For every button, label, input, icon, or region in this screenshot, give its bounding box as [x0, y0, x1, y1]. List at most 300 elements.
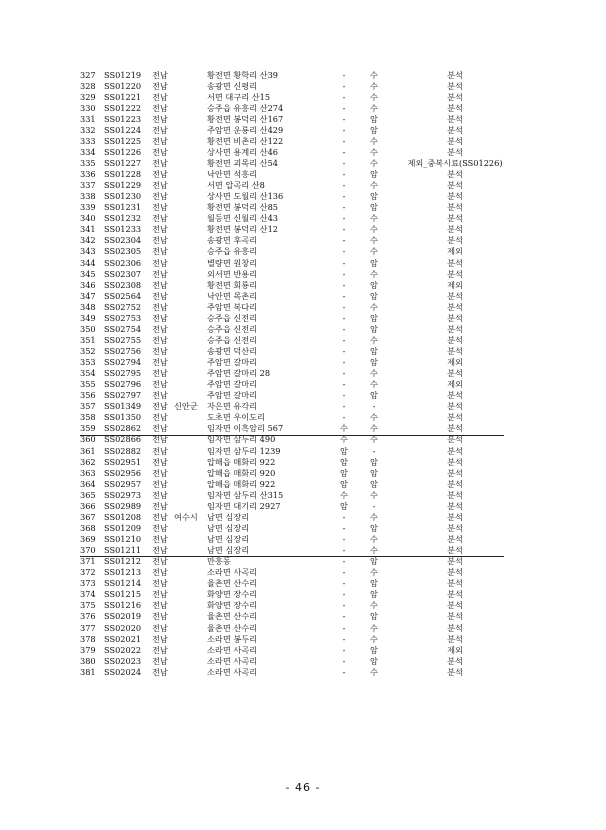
cell-id: SS02866 — [104, 434, 142, 445]
cell-b: 암 — [370, 124, 378, 135]
cell-b: 수 — [370, 246, 378, 257]
cell-c: 분석 — [447, 202, 463, 213]
cell-prov: 전남 — [152, 511, 168, 522]
cell-loc: 서면 대구리 산15 — [207, 91, 271, 102]
table-row — [0, 202, 606, 213]
cell-c: 분석 — [447, 323, 463, 334]
cell-no: 366 — [80, 500, 96, 511]
cell-b: 암 — [370, 357, 378, 368]
cell-c: 분석 — [447, 368, 463, 379]
cell-loc: 주암면 갈마리 — [207, 379, 258, 390]
table-row — [0, 512, 606, 523]
table-row — [0, 114, 606, 125]
cell-c: 분석 — [447, 334, 463, 345]
cell-b: - — [372, 500, 376, 511]
cell-a: - — [342, 235, 346, 246]
cell-a: 암 — [340, 467, 348, 478]
cell-a: - — [342, 102, 346, 113]
cell-c: 제외 — [447, 279, 463, 290]
cell-no: 364 — [80, 478, 96, 489]
cell-no: 339 — [80, 202, 96, 213]
cell-loc: 황전면 봉덕리 산167 — [207, 113, 284, 124]
cell-a: - — [342, 268, 346, 279]
cell-c: 분석 — [447, 301, 463, 312]
cell-prov: 전남 — [152, 334, 168, 345]
cell-prov: 전남 — [152, 135, 168, 146]
cell-prov: 전남 — [152, 113, 168, 124]
cell-no: 368 — [80, 522, 96, 533]
cell-a: - — [342, 180, 346, 191]
cell-loc: 월등면 신월리 산43 — [207, 213, 278, 224]
cell-b: 수 — [370, 412, 378, 423]
cell-c: 분석 — [447, 169, 463, 180]
table-row — [0, 235, 606, 246]
cell-prov: 전남 — [152, 390, 168, 401]
cell-no: 349 — [80, 312, 96, 323]
cell-b: 암 — [370, 644, 378, 655]
cell-a: - — [342, 312, 346, 323]
cell-loc: 남면 심장리 — [207, 511, 250, 522]
cell-loc: 송광면 덕산리 — [207, 346, 258, 356]
cell-id: SS02304 — [104, 235, 142, 246]
cell-prov: 전남 — [152, 69, 168, 80]
cell-c: 분석 — [447, 556, 463, 567]
cell-id: SS01216 — [104, 600, 142, 611]
cell-no: 362 — [80, 456, 96, 467]
cell-no: 346 — [80, 279, 96, 290]
cell-loc: 낙안면 석흥리 — [207, 169, 258, 180]
cell-prov: 전남 — [152, 379, 168, 390]
cell-b: 수 — [370, 434, 378, 445]
cell-loc: 주암면 갈마리 28 — [207, 368, 271, 379]
cell-c: 분석 — [447, 191, 463, 202]
cell-no: 377 — [80, 622, 96, 633]
cell-a: - — [342, 412, 346, 423]
cell-id: SS02862 — [104, 423, 142, 434]
cell-loc: 황전면 회룡리 — [207, 279, 258, 290]
cell-no: 336 — [80, 169, 96, 180]
cell-c: 분석 — [447, 445, 463, 456]
cell-id: SS01208 — [104, 511, 142, 522]
cell-loc: 임자면 삼두리 1239 — [207, 445, 281, 456]
cell-no: 343 — [80, 246, 96, 257]
cell-id: SS02023 — [104, 655, 142, 666]
cell-a: - — [342, 368, 346, 379]
cell-id: SS02756 — [104, 346, 142, 356]
cell-id: SS02795 — [104, 368, 142, 379]
cell-a: - — [342, 290, 346, 301]
cell-c: 분석 — [447, 655, 463, 666]
cell-no: 329 — [80, 91, 96, 102]
cell-c: 분석 — [447, 522, 463, 533]
cell-loc: 주암면 운룡리 산429 — [207, 124, 284, 135]
table-row — [0, 313, 606, 324]
cell-id: SS01221 — [104, 91, 142, 102]
cell-id: SS02306 — [104, 257, 142, 268]
cell-b: 수 — [370, 135, 378, 146]
cell-loc: 낙안면 목촌리 — [207, 290, 258, 301]
cell-c: 분석 — [447, 511, 463, 522]
cell-a: 수 — [340, 434, 348, 445]
cell-no: 363 — [80, 467, 96, 478]
cell-a: - — [342, 146, 346, 157]
cell-loc: 서면 압곡리 산8 — [207, 180, 265, 191]
cell-prov: 전남 — [152, 357, 168, 368]
cell-id: SS02755 — [104, 334, 142, 345]
table-row — [0, 335, 606, 346]
cell-loc: 임자면 대기리 2927 — [207, 500, 281, 511]
cell-c: 분석 — [447, 213, 463, 224]
cell-a: - — [342, 600, 346, 611]
cell-b: 수 — [370, 511, 378, 522]
cell-c: 분석 — [447, 412, 463, 423]
cell-prov: 전남 — [152, 578, 168, 589]
cell-c: 제외_중복시료(SS01226) — [407, 157, 503, 168]
table-row — [0, 92, 606, 103]
cell-no: 374 — [80, 589, 96, 600]
cell-id: SS01219 — [104, 69, 142, 80]
table-row — [0, 556, 606, 567]
cell-b: 암 — [370, 390, 378, 401]
cell-c: 분석 — [447, 69, 463, 80]
cell-loc: 율촌면 산수리 — [207, 578, 258, 589]
cell-loc: 소라면 사곡리 — [207, 644, 258, 655]
table-row — [0, 479, 606, 490]
cell-id: SS01223 — [104, 113, 142, 124]
cell-a: - — [342, 135, 346, 146]
cell-a: - — [342, 622, 346, 633]
table-row — [0, 501, 606, 512]
cell-loc: 소라면 사곡리 — [207, 666, 258, 677]
cell-id: SS01230 — [104, 191, 142, 202]
cell-a: - — [342, 301, 346, 312]
cell-id: SS02753 — [104, 312, 142, 323]
cell-prov: 전남 — [152, 434, 168, 445]
cell-a: - — [342, 644, 346, 655]
cell-prov: 전남 — [152, 600, 168, 611]
cell-id: SS01227 — [104, 157, 142, 168]
cell-b: 암 — [370, 556, 378, 567]
cell-b: 암 — [370, 323, 378, 334]
cell-b: 암 — [370, 202, 378, 213]
cell-b: 수 — [370, 91, 378, 102]
cell-a: - — [342, 545, 346, 556]
cell-loc: 황전면 황학리 산39 — [207, 69, 278, 80]
cell-prov: 전남 — [152, 169, 168, 180]
cell-c: 분석 — [447, 666, 463, 677]
cell-no: 335 — [80, 157, 96, 168]
cell-a: - — [342, 357, 346, 368]
cell-no: 338 — [80, 191, 96, 202]
cell-loc: 주암면 갈마리 — [207, 390, 258, 401]
cell-prov: 전남 — [152, 312, 168, 323]
table-row — [0, 368, 606, 379]
cell-id: SS02796 — [104, 379, 142, 390]
cell-a: - — [342, 346, 346, 356]
cell-id: SS01224 — [104, 124, 142, 135]
cell-b: - — [372, 445, 376, 456]
cell-no: 381 — [80, 666, 96, 677]
cell-no: 354 — [80, 368, 96, 379]
cell-a: - — [342, 91, 346, 102]
cell-c: 분석 — [447, 346, 463, 356]
table-row — [0, 103, 606, 114]
table-row — [0, 457, 606, 468]
table-row — [0, 645, 606, 656]
cell-c: 분석 — [447, 567, 463, 578]
cell-prov: 전남 — [152, 290, 168, 301]
cell-a: - — [342, 246, 346, 257]
cell-a: - — [342, 556, 346, 567]
cell-prov: 전남 — [152, 224, 168, 235]
cell-a: - — [342, 578, 346, 589]
cell-a: - — [342, 124, 346, 135]
cell-b: 수 — [370, 334, 378, 345]
table-row — [0, 578, 606, 589]
cell-a: - — [342, 401, 346, 412]
table-row — [0, 357, 606, 368]
cell-id: SS01211 — [104, 545, 142, 556]
cell-no: 359 — [80, 423, 96, 434]
cell-prov: 전남 — [152, 534, 168, 545]
cell-loc: 황전면 비촌리 산122 — [207, 135, 284, 146]
cell-gun: 신안군 — [174, 401, 198, 412]
cell-prov: 전남 — [152, 567, 168, 578]
table-row — [0, 446, 606, 457]
cell-a: - — [342, 534, 346, 545]
table-row — [0, 390, 606, 401]
cell-prov: 전남 — [152, 489, 168, 500]
table-row — [0, 70, 606, 81]
cell-loc: 승주읍 유흥리 — [207, 246, 258, 257]
cell-b: 수 — [370, 235, 378, 246]
table-row — [0, 324, 606, 335]
cell-b: 암 — [370, 191, 378, 202]
cell-prov: 전남 — [152, 323, 168, 334]
cell-no: 361 — [80, 445, 96, 456]
cell-id: SS01225 — [104, 135, 142, 146]
cell-c: 제외 — [447, 357, 463, 368]
cell-b: 암 — [370, 456, 378, 467]
cell-a: 암 — [340, 500, 348, 511]
cell-c: 분석 — [447, 401, 463, 412]
cell-id: SS01350 — [104, 412, 142, 423]
cell-id: SS01232 — [104, 213, 142, 224]
cell-loc: 황전면 봉덕리 산12 — [207, 224, 278, 235]
cell-c: 분석 — [447, 500, 463, 511]
cell-c: 분석 — [447, 224, 463, 235]
cell-no: 378 — [80, 633, 96, 644]
cell-c: 분석 — [447, 467, 463, 478]
cell-prov: 전남 — [152, 191, 168, 202]
cell-b: 수 — [370, 180, 378, 191]
cell-no: 371 — [80, 556, 96, 567]
cell-b: 수 — [370, 213, 378, 224]
cell-id: SS02564 — [104, 290, 142, 301]
cell-id: SS01220 — [104, 80, 142, 91]
cell-prov: 전남 — [152, 124, 168, 135]
cell-id: SS02951 — [104, 456, 142, 467]
table-row — [0, 269, 606, 280]
page-number: - 46 - — [285, 781, 321, 794]
cell-id: SS02022 — [104, 644, 142, 655]
cell-b: 암 — [370, 655, 378, 666]
cell-no: 340 — [80, 213, 96, 224]
cell-a: - — [342, 655, 346, 666]
cell-c: 분석 — [447, 534, 463, 545]
cell-b: 수 — [370, 157, 378, 168]
cell-loc: 외서면 반용리 — [207, 268, 258, 279]
cell-b: 수 — [370, 379, 378, 390]
cell-a: - — [342, 113, 346, 124]
cell-c: 제외 — [447, 246, 463, 257]
cell-c: 분석 — [447, 589, 463, 600]
table-row — [0, 258, 606, 269]
cell-loc: 승주읍 신전리 — [207, 334, 258, 345]
cell-no: 375 — [80, 600, 96, 611]
cell-loc: 상사면 용계리 산46 — [207, 146, 278, 157]
table-row — [0, 246, 606, 257]
cell-id: SS02794 — [104, 357, 142, 368]
cell-a: - — [342, 202, 346, 213]
table-row — [0, 656, 606, 667]
cell-prov: 전남 — [152, 146, 168, 157]
cell-prov: 전남 — [152, 346, 168, 356]
cell-no: 352 — [80, 346, 96, 356]
cell-id: SS02754 — [104, 323, 142, 334]
cell-b: 수 — [370, 622, 378, 633]
cell-no: 369 — [80, 534, 96, 545]
cell-loc: 만흥동 — [207, 556, 231, 567]
cell-prov: 전남 — [152, 633, 168, 644]
cell-id: SS01228 — [104, 169, 142, 180]
cell-loc: 압해읍 매화리 920 — [207, 467, 276, 478]
cell-b: 수 — [370, 80, 378, 91]
cell-loc: 송광면 신평리 — [207, 80, 258, 91]
cell-id: SS02797 — [104, 390, 142, 401]
cell-no: 345 — [80, 268, 96, 279]
cell-prov: 전남 — [152, 644, 168, 655]
cell-a: - — [342, 191, 346, 202]
table-row — [0, 213, 606, 224]
cell-loc: 압해읍 매화리 922 — [207, 478, 276, 489]
cell-c: 분석 — [447, 235, 463, 246]
cell-b: 수 — [370, 146, 378, 157]
cell-a: 수 — [340, 423, 348, 434]
cell-b: 암 — [370, 312, 378, 323]
cell-a: - — [342, 390, 346, 401]
table-row — [0, 291, 606, 302]
cell-a: - — [342, 334, 346, 345]
cell-c: 분석 — [447, 622, 463, 633]
cell-a: - — [342, 666, 346, 677]
cell-b: 수 — [370, 633, 378, 644]
cell-id: SS02956 — [104, 467, 142, 478]
cell-c: 제외 — [447, 644, 463, 655]
table-row — [0, 302, 606, 313]
cell-loc: 도초면 우이도리 — [207, 412, 265, 423]
cell-a: - — [342, 69, 346, 80]
cell-id: SS01233 — [104, 224, 142, 235]
cell-a: 암 — [340, 445, 348, 456]
cell-a: - — [342, 589, 346, 600]
cell-b: 암 — [370, 522, 378, 533]
cell-a: - — [342, 379, 346, 390]
cell-prov: 전남 — [152, 500, 168, 511]
cell-c: 분석 — [447, 102, 463, 113]
cell-prov: 전남 — [152, 589, 168, 600]
cell-loc: 자은면 유각리 — [207, 401, 258, 412]
cell-a: 암 — [340, 456, 348, 467]
cell-id: SS02020 — [104, 622, 142, 633]
cell-a: - — [342, 323, 346, 334]
table-row — [0, 667, 606, 678]
cell-prov: 전남 — [152, 213, 168, 224]
table-row — [0, 611, 606, 622]
table-row — [0, 169, 606, 180]
cell-c: 분석 — [447, 423, 463, 434]
cell-a: 암 — [340, 478, 348, 489]
cell-c: 분석 — [447, 456, 463, 467]
cell-prov: 전남 — [152, 257, 168, 268]
cell-a: - — [342, 80, 346, 91]
cell-c: 분석 — [447, 257, 463, 268]
cell-loc: 송광면 후곡리 — [207, 235, 258, 246]
cell-c: 분석 — [447, 545, 463, 556]
cell-c: 분석 — [447, 633, 463, 644]
cell-no: 334 — [80, 146, 96, 157]
cell-loc: 소라면 사곡리 — [207, 567, 258, 578]
table-row — [0, 412, 606, 423]
cell-loc: 승주읍 유흥리 산274 — [207, 102, 284, 113]
cell-no: 380 — [80, 655, 96, 666]
cell-prov: 전남 — [152, 246, 168, 257]
cell-loc: 임자면 삼두리 490 — [207, 434, 276, 445]
cell-b: 암 — [370, 589, 378, 600]
cell-b: 수 — [370, 224, 378, 235]
cell-no: 327 — [80, 69, 96, 80]
cell-no: 360 — [80, 434, 96, 445]
cell-a: - — [342, 511, 346, 522]
cell-loc: 남면 심장리 — [207, 522, 250, 533]
cell-b: 암 — [370, 290, 378, 301]
cell-prov: 전남 — [152, 301, 168, 312]
cell-no: 351 — [80, 334, 96, 345]
cell-b: - — [372, 401, 376, 412]
cell-a: - — [342, 224, 346, 235]
cell-no: 355 — [80, 379, 96, 390]
cell-prov: 전남 — [152, 423, 168, 434]
cell-id: SS02882 — [104, 445, 142, 456]
cell-b: 수 — [370, 69, 378, 80]
cell-b: 암 — [370, 257, 378, 268]
cell-no: 356 — [80, 390, 96, 401]
group-divider-yeosu — [80, 556, 504, 557]
table-row — [0, 567, 606, 578]
cell-c: 분석 — [447, 146, 463, 157]
cell-c: 제외 — [447, 379, 463, 390]
cell-loc: 별량면 원창리 — [207, 257, 258, 268]
group-divider-shinan — [80, 435, 504, 436]
cell-id: SS02957 — [104, 478, 142, 489]
cell-b: 수 — [370, 534, 378, 545]
cell-no: 365 — [80, 489, 96, 500]
cell-c: 분석 — [447, 91, 463, 102]
cell-prov: 전남 — [152, 611, 168, 622]
cell-prov: 전남 — [152, 268, 168, 279]
cell-b: 암 — [370, 478, 378, 489]
cell-prov: 전남 — [152, 478, 168, 489]
